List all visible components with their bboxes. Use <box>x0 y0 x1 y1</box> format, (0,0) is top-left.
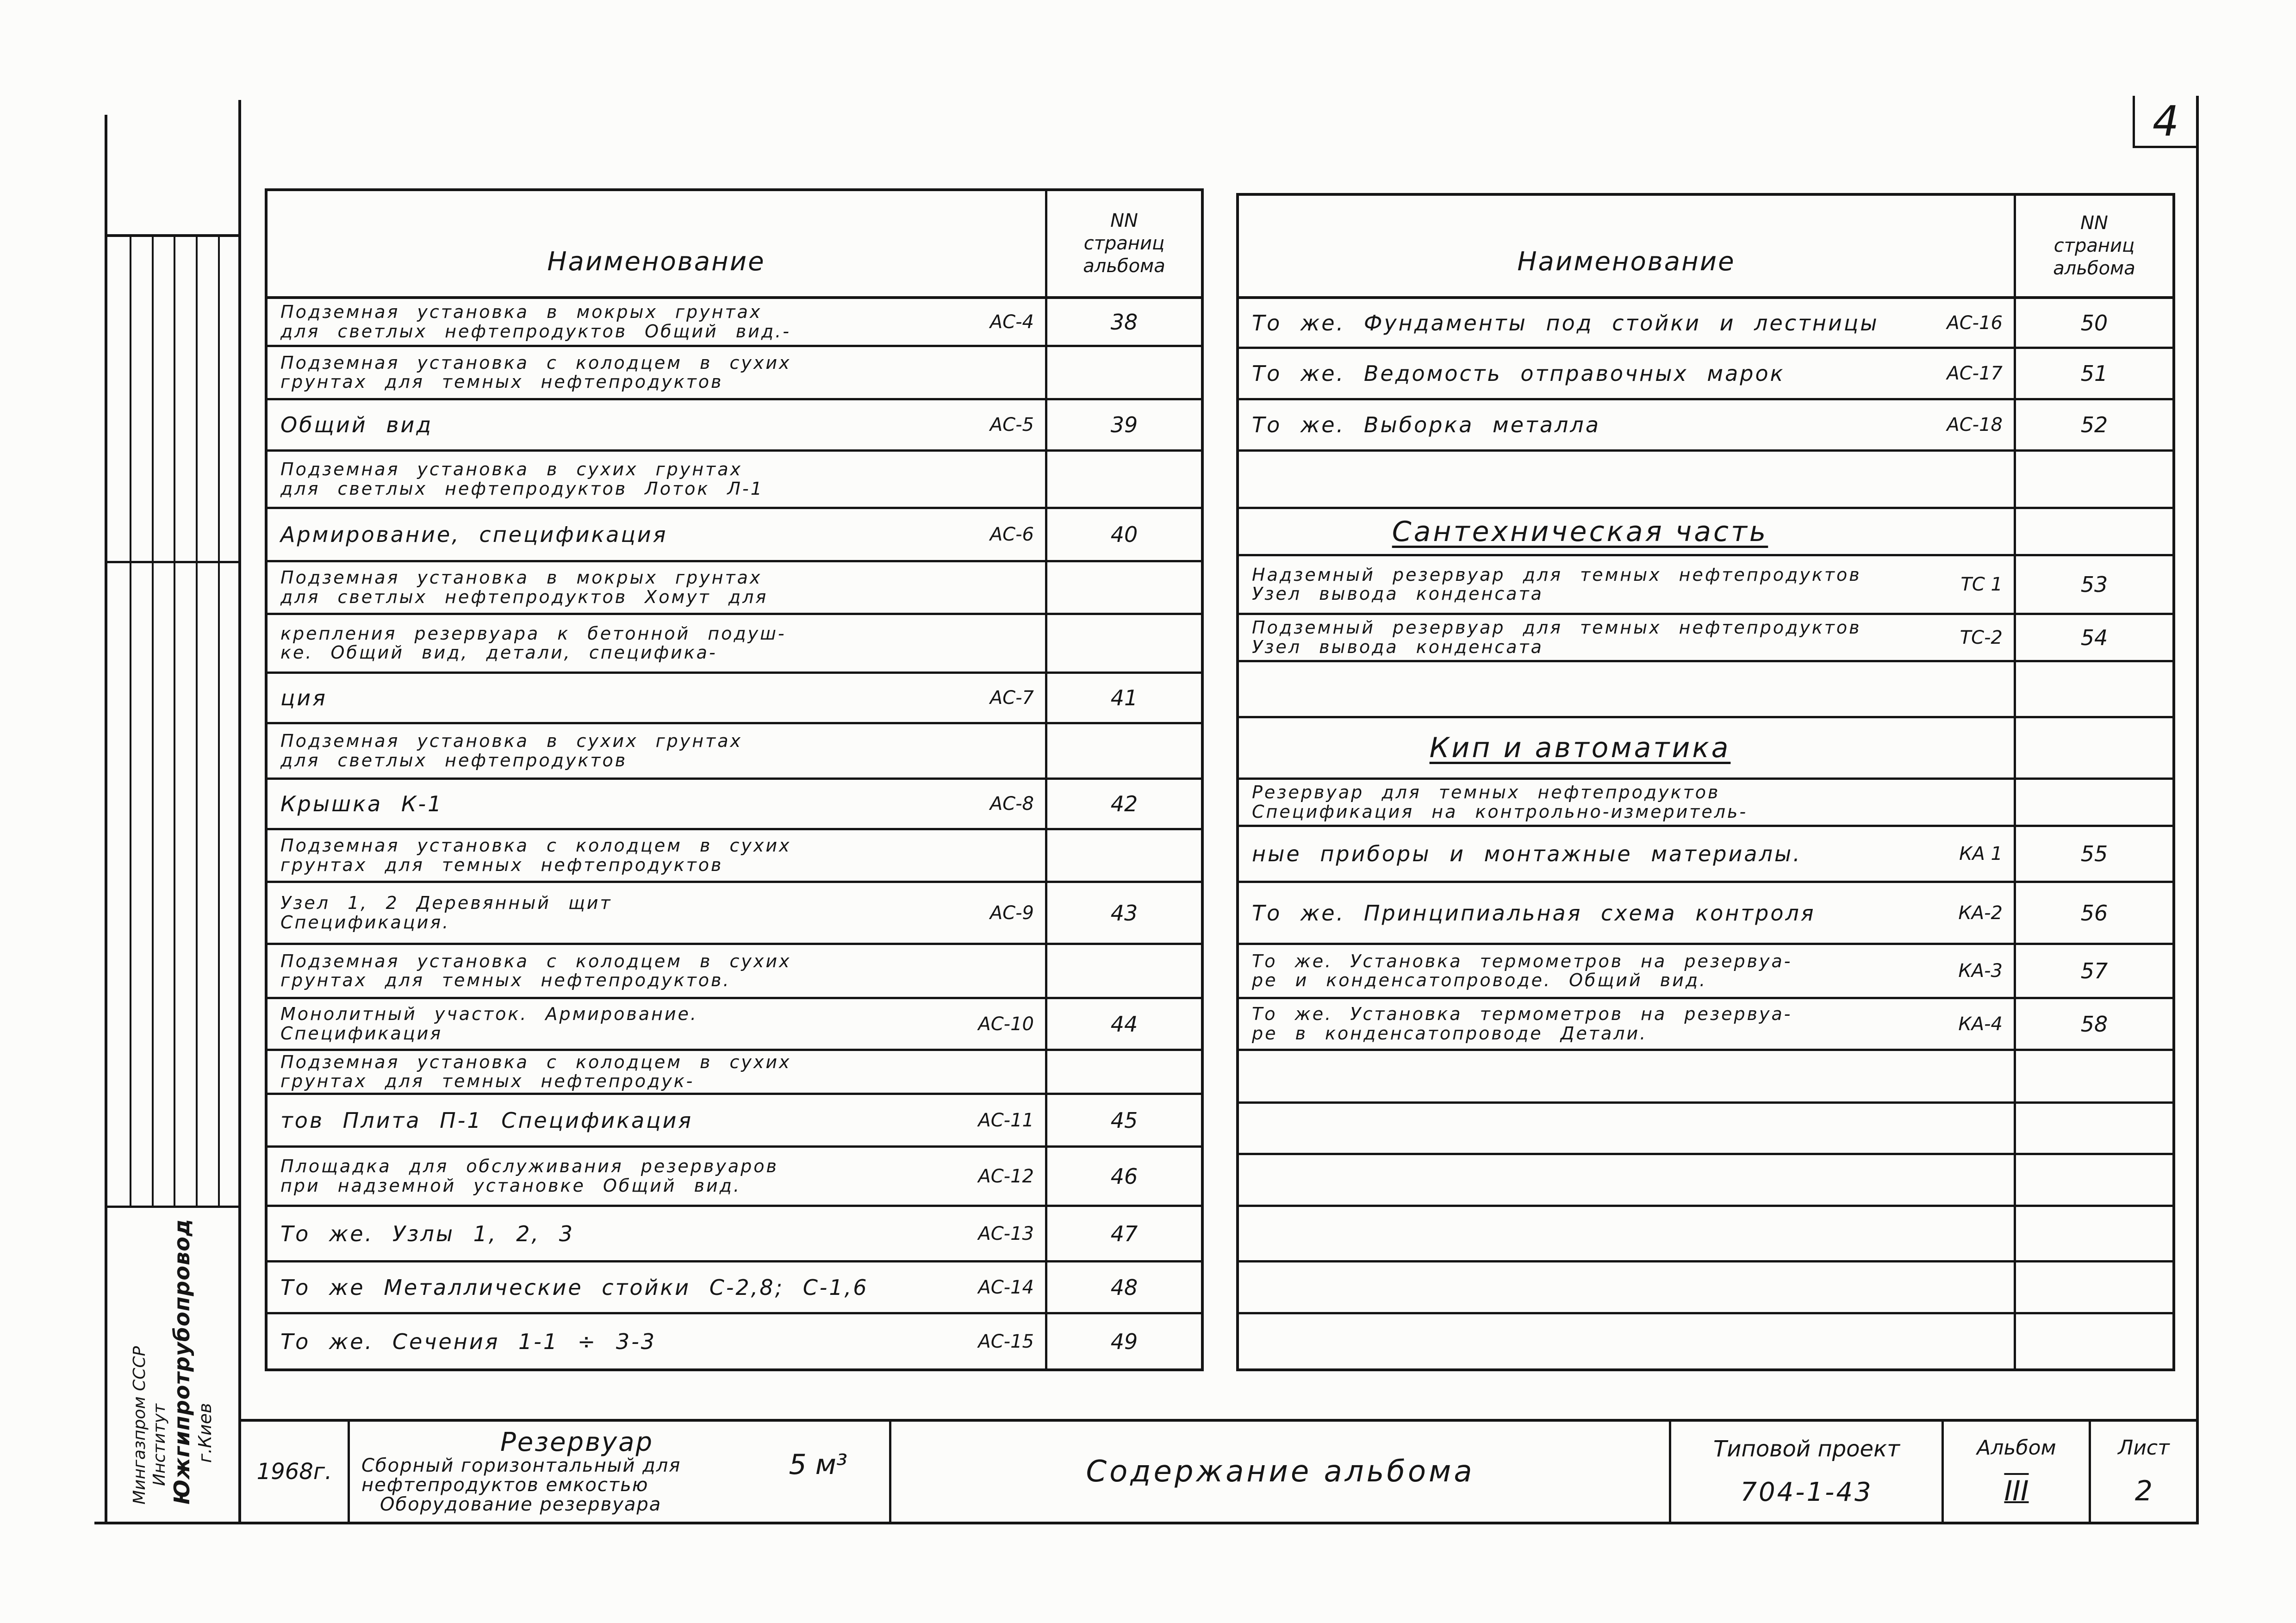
row-page: 55 <box>2014 827 2172 881</box>
row-code: АС-7 <box>989 687 1034 709</box>
row-page <box>1045 945 1201 997</box>
table-row <box>1239 452 2172 509</box>
row-name-line: То же. Принципиальная схема контроля <box>1252 900 1816 926</box>
row-name <box>1239 1104 1921 1153</box>
row-name <box>268 883 952 943</box>
row-code: АС-10 <box>978 1013 1034 1035</box>
title-block-sheet-title <box>892 1422 1669 1522</box>
row-code: АС-16 <box>1947 312 2003 334</box>
row-code <box>1921 662 2014 716</box>
header-name: Наименование <box>547 247 765 277</box>
object-title: Резервуар <box>500 1427 654 1457</box>
frame-bottom-line <box>94 1522 2199 1524</box>
row-code <box>1921 1104 2014 1153</box>
row-name <box>1239 299 1921 347</box>
row-name-line: То же. Выборка металла <box>1252 412 1601 437</box>
row-name-line: То же. Сечения 1-1 ÷ 3-3 <box>280 1329 657 1354</box>
row-page <box>2014 662 2172 716</box>
header-pages-line: альбома <box>2053 257 2135 279</box>
row-name <box>1239 945 1921 997</box>
table-row <box>1239 615 2172 662</box>
row-name-line: Узел вывода конденсата <box>1252 584 1543 604</box>
object-description-line: Оборудование резервуара <box>380 1494 662 1516</box>
row-page <box>2014 1155 2172 1205</box>
row-code: АС-5 <box>989 414 1034 435</box>
row-name-line: Спецификация на контрольно-измеритель- <box>1252 801 1748 822</box>
row-page <box>1045 615 1201 672</box>
table-row <box>268 1314 1201 1368</box>
row-name <box>1239 662 1921 716</box>
row-code <box>1921 452 2014 507</box>
row-code: АС-12 <box>978 1165 1034 1187</box>
row-page: 38 <box>1045 299 1201 345</box>
row-name-line: Подземная установка в сухих грунтах <box>280 731 742 752</box>
table-row <box>1239 1262 2172 1314</box>
row-name-line: Монолитный участок. Армирование. <box>280 1004 698 1025</box>
table-row <box>268 347 1201 400</box>
table-row <box>1239 1104 2172 1155</box>
object-description-line: Сборный горизонтальный для <box>361 1455 681 1477</box>
row-code: КА-4 <box>1958 1013 2003 1035</box>
title-block-divider <box>1669 1419 1671 1523</box>
row-page: 41 <box>1045 674 1201 722</box>
row-code: КА 1 <box>1959 843 2003 864</box>
header-pages-line: страниц <box>2053 235 2135 257</box>
row-name <box>1239 1155 1921 1205</box>
row-name-line: для светлых нефтепродуктов Хомут для <box>280 586 768 607</box>
row-code <box>952 724 1045 777</box>
row-code <box>952 615 1045 672</box>
row-name <box>268 999 952 1049</box>
row-page <box>1045 562 1201 613</box>
row-name-line: для светлых нефтепродуктов Лоток Л-1 <box>280 478 764 499</box>
table-row <box>268 615 1201 674</box>
row-name <box>1239 615 1921 660</box>
row-name <box>1239 400 1921 449</box>
row-page: 48 <box>1045 1262 1201 1312</box>
row-name-line: Узел вывода конденсата <box>1252 636 1543 657</box>
row-page: 40 <box>1045 509 1201 560</box>
row-page: 56 <box>2014 883 2172 943</box>
row-code <box>1921 780 2014 825</box>
row-page: 54 <box>2014 615 2172 660</box>
row-code <box>952 1051 1045 1093</box>
row-name-line: Надземный резервуар для темных нефтепродуктов <box>1252 564 1861 585</box>
table-header <box>1239 196 2172 299</box>
row-page <box>1045 347 1201 398</box>
row-code: АС-13 <box>978 1223 1034 1244</box>
left-contents-table <box>265 188 1204 1371</box>
institute-name: Южгипротрубопровод <box>169 1219 195 1505</box>
row-page <box>2014 780 2172 825</box>
row-page: 53 <box>2014 556 2172 613</box>
table-row <box>268 1095 1201 1148</box>
row-name-line: То же. Ведомость отправочных марок <box>1252 361 1785 386</box>
row-name-line: То же. Установка термометров на резервуа- <box>1252 1004 1792 1025</box>
object-capacity: 5 м³ <box>789 1449 847 1481</box>
year: 1968г. <box>256 1459 332 1485</box>
header-pages <box>1045 191 1201 296</box>
row-name <box>268 562 952 613</box>
row-name-line: ре и конденсатопроводе. Общий вид. <box>1252 970 1707 990</box>
table-row <box>1239 718 2172 780</box>
row-code <box>1921 1155 2014 1205</box>
row-page: 42 <box>1045 780 1201 828</box>
institute-label: Институт <box>150 1404 169 1486</box>
row-name-line: Крышка К-1 <box>280 791 443 816</box>
row-name-line: крепления резервуара к бетонной подуш- <box>280 623 786 644</box>
row-code <box>952 347 1045 398</box>
row-name <box>1239 349 1921 398</box>
project-number: 704-1-43 <box>1740 1477 1873 1508</box>
row-name <box>1239 1207 1921 1260</box>
row-name-line: Подземный резервуар для темных нефтепродуктов <box>1252 617 1861 638</box>
row-name-line: грунтах для темных нефтепродуктов <box>280 854 723 875</box>
table-row <box>1239 1155 2172 1207</box>
row-code <box>1921 1051 2014 1101</box>
table-row <box>268 945 1201 999</box>
table-row <box>268 299 1201 347</box>
row-code <box>952 945 1045 997</box>
row-name <box>268 945 952 997</box>
title-block-divider <box>889 1419 891 1523</box>
row-name <box>1239 1051 1921 1101</box>
table-row <box>1239 780 2172 827</box>
row-name <box>268 830 952 881</box>
section-heading: Кип и автоматика <box>1429 732 1731 764</box>
title-block-divider <box>348 1419 350 1523</box>
row-page <box>1045 724 1201 777</box>
table-row <box>268 1148 1201 1207</box>
table-row <box>268 1207 1201 1262</box>
row-page <box>1045 1051 1201 1093</box>
sheet-title: Содержание альбома <box>1086 1455 1475 1489</box>
strip-column-line <box>174 236 175 1207</box>
table-row <box>268 452 1201 509</box>
row-name-line: грунтах для темных нефтепродуктов. <box>280 970 731 990</box>
row-name-line: Спецификация. <box>280 912 450 933</box>
row-name-line: ре в конденсатопроводе Детали. <box>1252 1023 1648 1044</box>
row-name-line: Подземная установка с колодцем в сухих <box>280 1051 791 1072</box>
row-name <box>1239 509 1921 554</box>
row-name <box>268 1207 952 1260</box>
row-name-line: Резервуар для темных нефтепродуктов <box>1252 782 1720 803</box>
sheet-label: Лист <box>2118 1436 2170 1460</box>
row-code <box>952 562 1045 613</box>
row-code <box>1921 509 2014 554</box>
row-page <box>2014 509 2172 554</box>
right-contents-table <box>1236 193 2175 1371</box>
title-block-sheet <box>2091 1422 2196 1522</box>
row-page: 39 <box>1045 400 1201 449</box>
table-row <box>1239 883 2172 945</box>
row-name-line: Подземная установка в сухих грунтах <box>280 459 742 480</box>
table-row <box>1239 1207 2172 1262</box>
row-name-line: То же Металлические стойки С-2,8; С-1,6 <box>280 1275 869 1300</box>
row-name-line: при надземной установке Общий вид. <box>280 1175 741 1196</box>
row-code <box>952 452 1045 507</box>
row-code: АС-14 <box>978 1276 1034 1298</box>
row-name <box>268 509 952 560</box>
table-row <box>268 999 1201 1051</box>
row-name <box>268 615 952 672</box>
row-name-line: тов Плита П-1 Спецификация <box>280 1107 693 1133</box>
table-row <box>268 1262 1201 1314</box>
row-code: АС-18 <box>1947 414 2003 435</box>
ministry-name: Мингазпром СССР <box>130 1346 149 1505</box>
table-row <box>1239 349 2172 400</box>
organization-stamp <box>106 1207 240 1523</box>
row-page: 49 <box>1045 1314 1201 1368</box>
row-page: 52 <box>2014 400 2172 449</box>
row-name <box>1239 1314 1921 1368</box>
table-row <box>1239 999 2172 1051</box>
row-name <box>268 780 952 828</box>
table-row <box>268 724 1201 780</box>
row-code: ТС-2 <box>1960 627 2003 648</box>
row-name-line: Подземная установка в мокрых грунтах <box>280 302 762 323</box>
row-code: ТС 1 <box>1960 574 2003 595</box>
table-row <box>1239 1051 2172 1104</box>
table-row <box>1239 662 2172 718</box>
table-row <box>1239 556 2172 615</box>
row-name-line: Общий вид <box>280 412 433 437</box>
table-row <box>268 400 1201 452</box>
row-page <box>1045 830 1201 881</box>
row-name <box>1239 1262 1921 1312</box>
row-name-line: ке. Общий вид, детали, специфика- <box>280 642 717 663</box>
sheet-number: 4 <box>2152 97 2179 146</box>
table-row <box>268 509 1201 562</box>
strip-column-line <box>196 236 198 1207</box>
row-name-line: для светлых нефтепродуктов Общий вид.- <box>280 321 791 342</box>
row-code: АС-9 <box>989 902 1034 924</box>
row-name <box>268 674 952 722</box>
table-row <box>268 562 1201 615</box>
row-page <box>2014 718 2172 777</box>
table-row <box>268 883 1201 945</box>
row-page: 58 <box>2014 999 2172 1049</box>
row-name <box>1239 883 1921 943</box>
row-page <box>1045 452 1201 507</box>
frame-right-line <box>2196 96 2199 1524</box>
row-code: АС-15 <box>978 1331 1034 1352</box>
row-name <box>268 1051 952 1093</box>
table-body <box>1239 299 2172 1368</box>
project-label: Типовой проект <box>1713 1436 1900 1462</box>
row-page: 44 <box>1045 999 1201 1049</box>
row-name <box>1239 780 1921 825</box>
table-row <box>1239 827 2172 883</box>
row-name-line: То же. Установка термометров на резервуа- <box>1252 951 1792 971</box>
row-name <box>268 1262 952 1312</box>
row-code <box>1921 1314 2014 1368</box>
row-code: КА-2 <box>1958 902 2003 924</box>
row-code: АС-6 <box>989 524 1034 545</box>
strip-column-line <box>130 236 131 1207</box>
row-page <box>2014 1051 2172 1101</box>
table-row <box>268 830 1201 883</box>
table-row <box>1239 1314 2172 1368</box>
table-row <box>1239 945 2172 999</box>
row-name-line: Подземная установка с колодцем в сухих <box>280 951 791 971</box>
header-pages-line: страниц <box>1083 233 1165 255</box>
sheet-value: 2 <box>2134 1475 2153 1508</box>
row-name-line: для светлых нефтепродуктов <box>280 750 628 771</box>
row-page: 47 <box>1045 1207 1201 1260</box>
row-name <box>268 1095 952 1145</box>
table-body <box>268 299 1201 1368</box>
row-name-line: ция <box>280 685 327 710</box>
row-name <box>1239 452 1921 507</box>
section-heading: Сантехническая часть <box>1392 515 1768 548</box>
row-page <box>2014 1262 2172 1312</box>
row-name <box>268 1314 952 1368</box>
row-code <box>952 830 1045 881</box>
row-name-line: ные приборы и монтажные материалы. <box>1252 841 1802 866</box>
header-pages-line: альбома <box>1083 255 1165 277</box>
row-name <box>1239 556 1921 613</box>
row-name-line: Площадка для обслуживания резервуаров <box>280 1156 778 1177</box>
title-block-album <box>1944 1422 2089 1522</box>
row-name <box>268 400 952 449</box>
row-name <box>1239 999 1921 1049</box>
album-number: III <box>2004 1475 2029 1508</box>
table-header <box>268 191 1201 299</box>
row-page: 43 <box>1045 883 1201 943</box>
row-code <box>1921 1207 2014 1260</box>
row-page: 45 <box>1045 1095 1201 1145</box>
row-page: 50 <box>2014 299 2172 347</box>
title-block-divider <box>1941 1419 1944 1523</box>
title-block-project <box>1672 1422 1941 1522</box>
row-name-line: грунтах для темных нефтепродуктов <box>280 372 723 392</box>
row-name <box>1239 827 1921 881</box>
row-page <box>2014 1314 2172 1368</box>
table-row <box>268 780 1201 830</box>
row-name-line: Узел 1, 2 Деревянный щит <box>280 893 612 914</box>
header-pages-line: NN <box>1110 210 1138 232</box>
row-name-line: Подземная установка с колодцем в сухих <box>280 835 791 856</box>
row-name-line: Подземная установка в мокрых грунтах <box>280 567 762 588</box>
strip-column-line <box>152 236 154 1207</box>
row-code: АС-17 <box>1947 363 2003 384</box>
table-row <box>268 1051 1201 1095</box>
title-block-year <box>241 1422 348 1522</box>
row-name-line: То же. Узлы 1, 2, 3 <box>280 1221 574 1246</box>
institute-city: г.Киев <box>195 1403 216 1463</box>
row-code <box>1921 718 2014 777</box>
row-name-line: То же. Фундаменты под стойки и лестницы <box>1252 310 1879 336</box>
row-code: АС-8 <box>989 793 1034 815</box>
row-code: АС-4 <box>989 311 1034 333</box>
row-name-line: Спецификация <box>280 1023 443 1044</box>
row-name <box>268 299 952 345</box>
row-name-line: Подземная установка с колодцем в сухих <box>280 352 791 373</box>
header-name: Наименование <box>1517 247 1736 277</box>
row-name <box>268 1148 952 1205</box>
row-page: 46 <box>1045 1148 1201 1205</box>
table-row <box>1239 509 2172 556</box>
table-row <box>1239 400 2172 452</box>
row-name-line: грунтах для темных нефтепродук- <box>280 1071 695 1091</box>
album-label: Альбом <box>1977 1436 2056 1460</box>
row-name <box>1239 718 1921 777</box>
row-page: 57 <box>2014 945 2172 997</box>
table-row <box>268 674 1201 724</box>
row-page <box>2014 1207 2172 1260</box>
row-name <box>268 724 952 777</box>
title-block-divider <box>2089 1419 2091 1523</box>
object-description-line: нефтепродуктов емкостью <box>361 1474 649 1496</box>
strip-column-line <box>218 236 220 1207</box>
table-row <box>1239 299 2172 349</box>
row-code: АС-11 <box>978 1109 1034 1131</box>
row-name <box>268 452 952 507</box>
row-page: 51 <box>2014 349 2172 398</box>
row-name <box>268 347 952 398</box>
title-block-object <box>350 1422 889 1522</box>
row-page <box>2014 452 2172 507</box>
row-code: КА-3 <box>1958 960 2003 982</box>
row-name-line: Армирование, спецификация <box>280 522 668 547</box>
row-code <box>1921 1262 2014 1312</box>
header-pages <box>2014 196 2172 296</box>
row-page <box>2014 1104 2172 1153</box>
header-pages-line: NN <box>2080 212 2108 234</box>
